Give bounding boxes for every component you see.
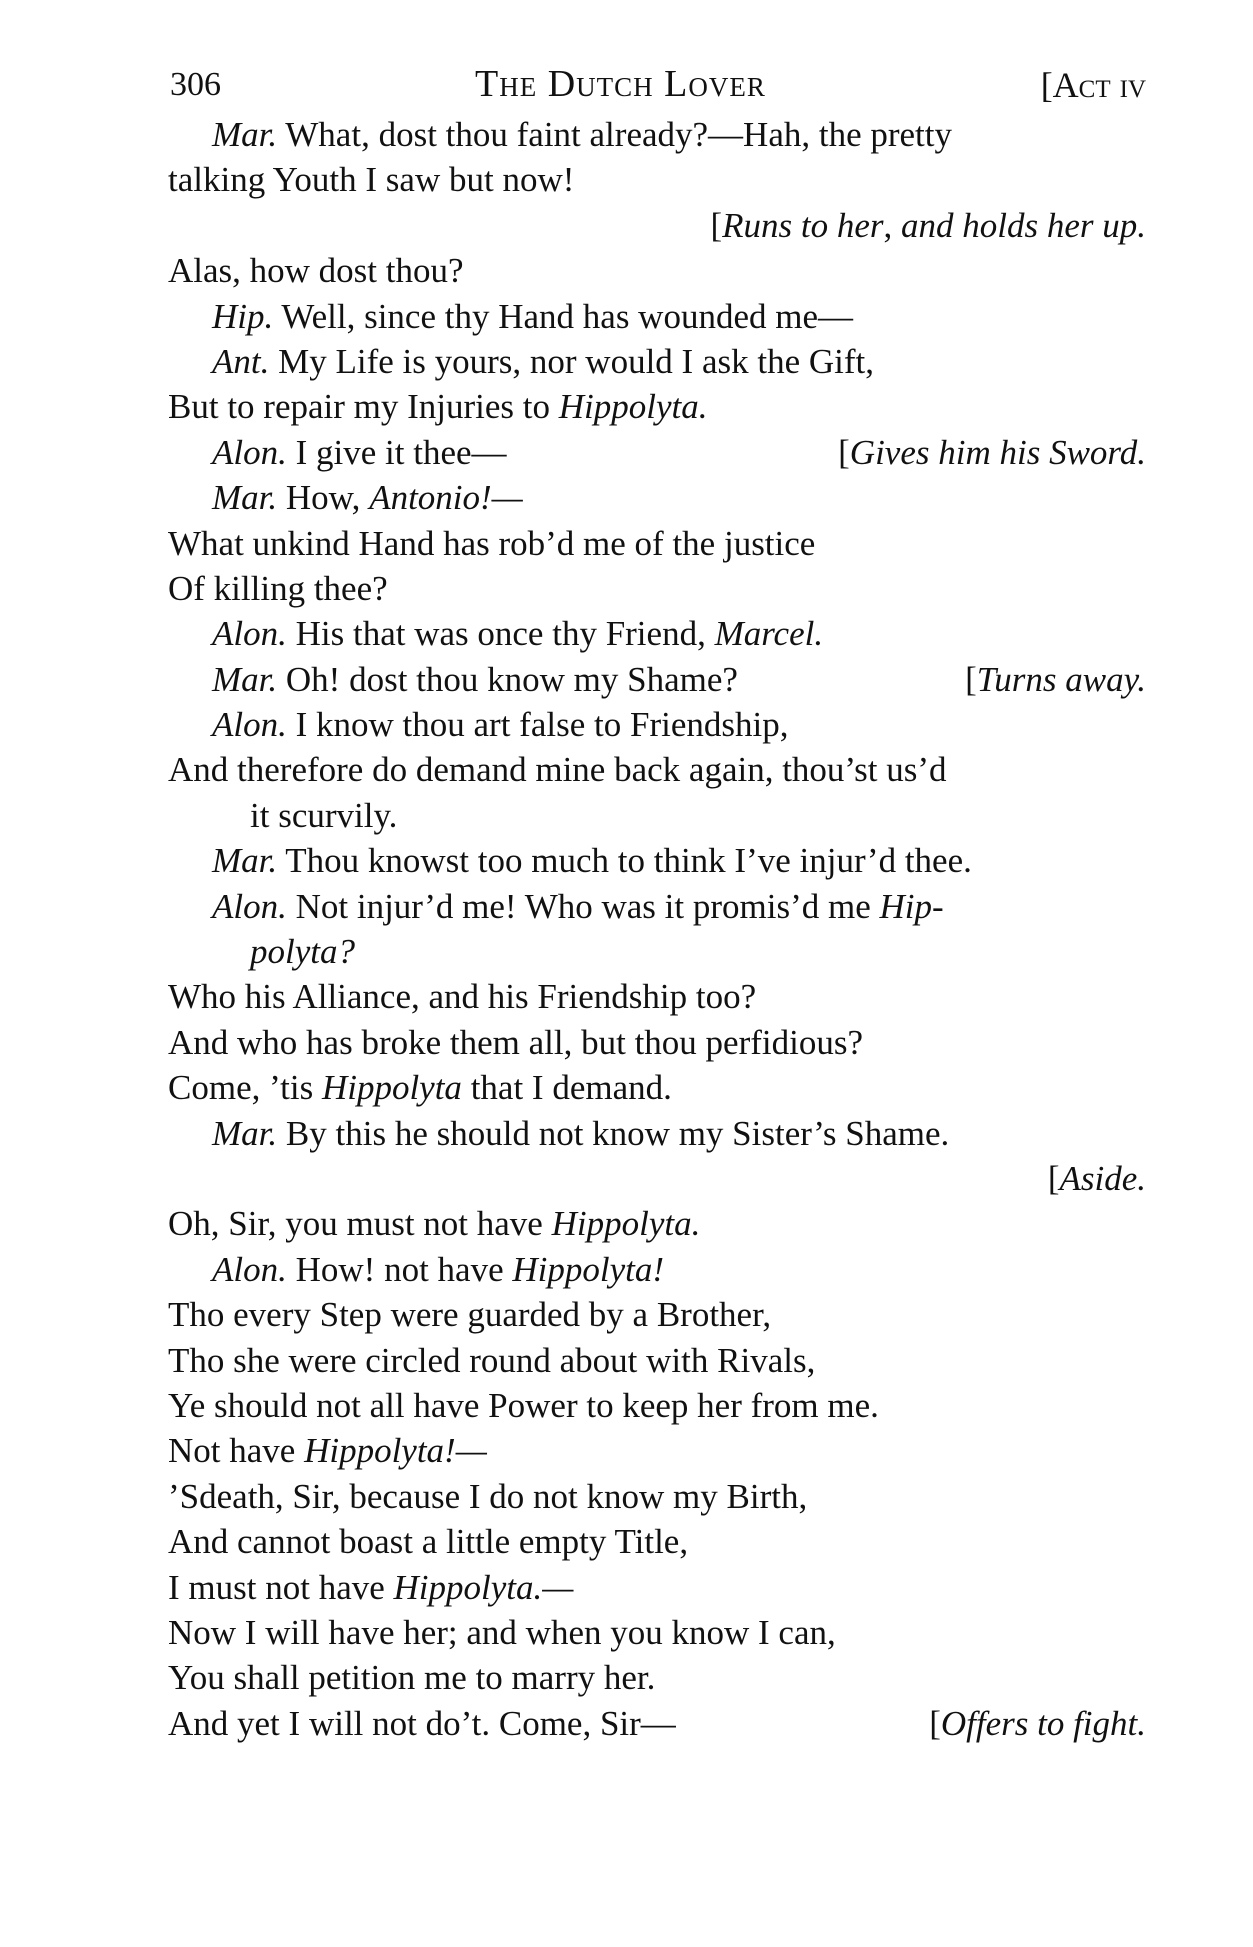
text-segment: My Life is yours, nor would I ask the Gift, (269, 341, 874, 381)
speaker-name: Hip. (212, 296, 274, 336)
speaker-name: Mar. (212, 1113, 278, 1153)
speaker-name: Ant. (212, 341, 270, 381)
text-segment: Hip- (879, 886, 944, 926)
text-segment: Of killing thee? (168, 568, 388, 608)
text-segment: You shall petition me to marry her. (168, 1658, 656, 1698)
stage-direction (838, 430, 1146, 475)
text-line (168, 1701, 1146, 1746)
text-segment: I give it thee— (286, 432, 507, 472)
text-line (168, 1383, 1146, 1428)
text-segment: [ (710, 205, 723, 245)
speaker-name: Alon. (212, 614, 287, 654)
speaker-name: Mar. (212, 659, 278, 699)
text-line (168, 929, 1146, 974)
speaker-name: Alon. (212, 1249, 287, 1289)
text-segment: Hippolyta. (551, 1204, 701, 1244)
text-segment: His that was once thy Friend, (286, 614, 715, 654)
text-line (168, 157, 1146, 202)
text-segment: Hippolyta!— (304, 1431, 487, 1471)
text-segment: talking Youth I saw but now! (168, 160, 575, 200)
text-line (168, 1519, 1146, 1564)
speaker-name: Mar. (212, 115, 278, 154)
text-segment: What, dost thou faint already?—Hah, the pretty (277, 115, 952, 154)
stage-direction-segment: [ (965, 659, 977, 699)
text-line (168, 793, 1146, 838)
text-line (168, 657, 1146, 702)
text-segment: Marcel. (714, 614, 824, 654)
text-line (168, 747, 1146, 792)
text-segment: Oh! dost thou know my Shame? (277, 659, 738, 699)
stage-direction-segment: [ (929, 1703, 941, 1743)
text-segment: Hippolyta.— (393, 1567, 574, 1607)
text-segment: Hippolyta! (512, 1249, 665, 1289)
stage-direction-line (168, 1156, 1146, 1201)
text-line (168, 611, 1146, 656)
text-line (168, 566, 1146, 611)
text-line (168, 1610, 1146, 1655)
text-line (168, 974, 1146, 1019)
text-line (168, 1201, 1146, 1246)
text-segment: Tho every Step were guarded by a Brother, (168, 1295, 772, 1335)
text-segment: [ (1047, 1158, 1060, 1198)
text-line (168, 1338, 1146, 1383)
text-line (168, 521, 1146, 566)
text-segment: Tho she were circled round about with Rivals, (168, 1340, 816, 1380)
stage-direction-segment: Gives him his Sword. (849, 432, 1146, 472)
text-segment: it scurvily. (250, 795, 398, 835)
speaker-name: Mar. (212, 478, 278, 518)
stage-direction-segment: Turns away. (976, 659, 1146, 699)
speaker-name: Alon. (212, 432, 287, 472)
text-line (168, 1292, 1146, 1337)
text-line (168, 339, 1146, 384)
speaker-name: Alon. (212, 705, 287, 745)
text-segment: And yet I will not do’t. Come, Sir— (168, 1703, 676, 1743)
text-line (168, 1065, 1146, 1110)
text-segment: But to repair my Injuries to (168, 387, 559, 427)
text-line (168, 475, 1146, 520)
text-segment: Come, ’tis (168, 1068, 322, 1108)
text-segment: Aside. (1059, 1158, 1146, 1198)
act-label: [Act iv (1040, 65, 1146, 105)
text-segment: Not injur’d me! Who was it promis’d me (286, 886, 880, 926)
text-segment: How, (277, 478, 370, 518)
page-number: 306 (170, 66, 221, 103)
running-header (170, 63, 1146, 116)
text-segment: Hippolyta (321, 1068, 462, 1108)
text-segment: Who his Alliance, and his Friendship too? (168, 977, 757, 1017)
text-segment: I must not have (168, 1567, 394, 1607)
text-line (168, 294, 1146, 339)
play-text (168, 112, 1146, 1746)
text-line (168, 838, 1146, 883)
text-line (168, 248, 1146, 293)
text-segment: and holds her up. (901, 205, 1146, 245)
text-segment: Oh, Sir, you must not have (168, 1204, 552, 1244)
text-segment: I know thou art false to Friendship, (286, 705, 789, 745)
text-segment: By this he should not know my Sister’s Shame. (277, 1113, 950, 1153)
text-segment: Hippolyta. (558, 387, 708, 427)
text-segment: And therefore do demand mine back again, thou’st us’d (168, 750, 947, 790)
stage-direction-line (168, 203, 1146, 248)
text-line (168, 702, 1146, 747)
stage-direction (965, 657, 1146, 702)
text-segment: Not have (168, 1431, 305, 1471)
text-line (168, 1020, 1146, 1065)
text-segment: How! not have (286, 1249, 513, 1289)
speaker-name: Mar. (212, 841, 278, 881)
text-segment: Antonio!— (369, 478, 523, 518)
text-line (168, 1655, 1146, 1700)
text-segment: Well, since thy Hand has wounded me— (273, 296, 854, 336)
text-segment: And who has broke them all, but thou perfidious? (168, 1022, 864, 1062)
speaker-name: Alon. (212, 886, 287, 926)
text-segment: , (883, 205, 901, 245)
text-segment: And cannot boast a little empty Title, (168, 1522, 689, 1562)
text-segment: What unkind Hand has rob’d me of the justice (168, 523, 816, 563)
stage-direction (929, 1701, 1146, 1746)
text-segment: ’Sdeath, Sir, because I do not know my Birth, (168, 1476, 808, 1516)
text-line (168, 1474, 1146, 1519)
running-title: The Dutch Lover (475, 63, 766, 105)
stage-direction-segment: Offers to fight. (940, 1703, 1146, 1743)
text-segment: Runs to her (722, 205, 884, 245)
text-segment: Ye should not all have Power to keep her from me. (168, 1385, 879, 1425)
text-line (168, 1247, 1146, 1292)
text-segment: Thou knowst too much to think I’ve injur’d thee. (277, 841, 972, 881)
text-segment: that I demand. (461, 1068, 672, 1108)
text-line (168, 384, 1146, 429)
text-segment: Now I will have her; and when you know I can, (168, 1612, 836, 1652)
stage-direction-segment: [ (838, 432, 850, 472)
text-line (168, 1565, 1146, 1610)
text-segment: Alas, how dost thou? (168, 251, 464, 291)
speaker-name: polyta? (250, 932, 355, 972)
text-line (168, 1428, 1146, 1473)
text-line (168, 112, 1146, 157)
text-line (168, 430, 1146, 475)
text-line (168, 1111, 1146, 1156)
text-line (168, 884, 1146, 929)
